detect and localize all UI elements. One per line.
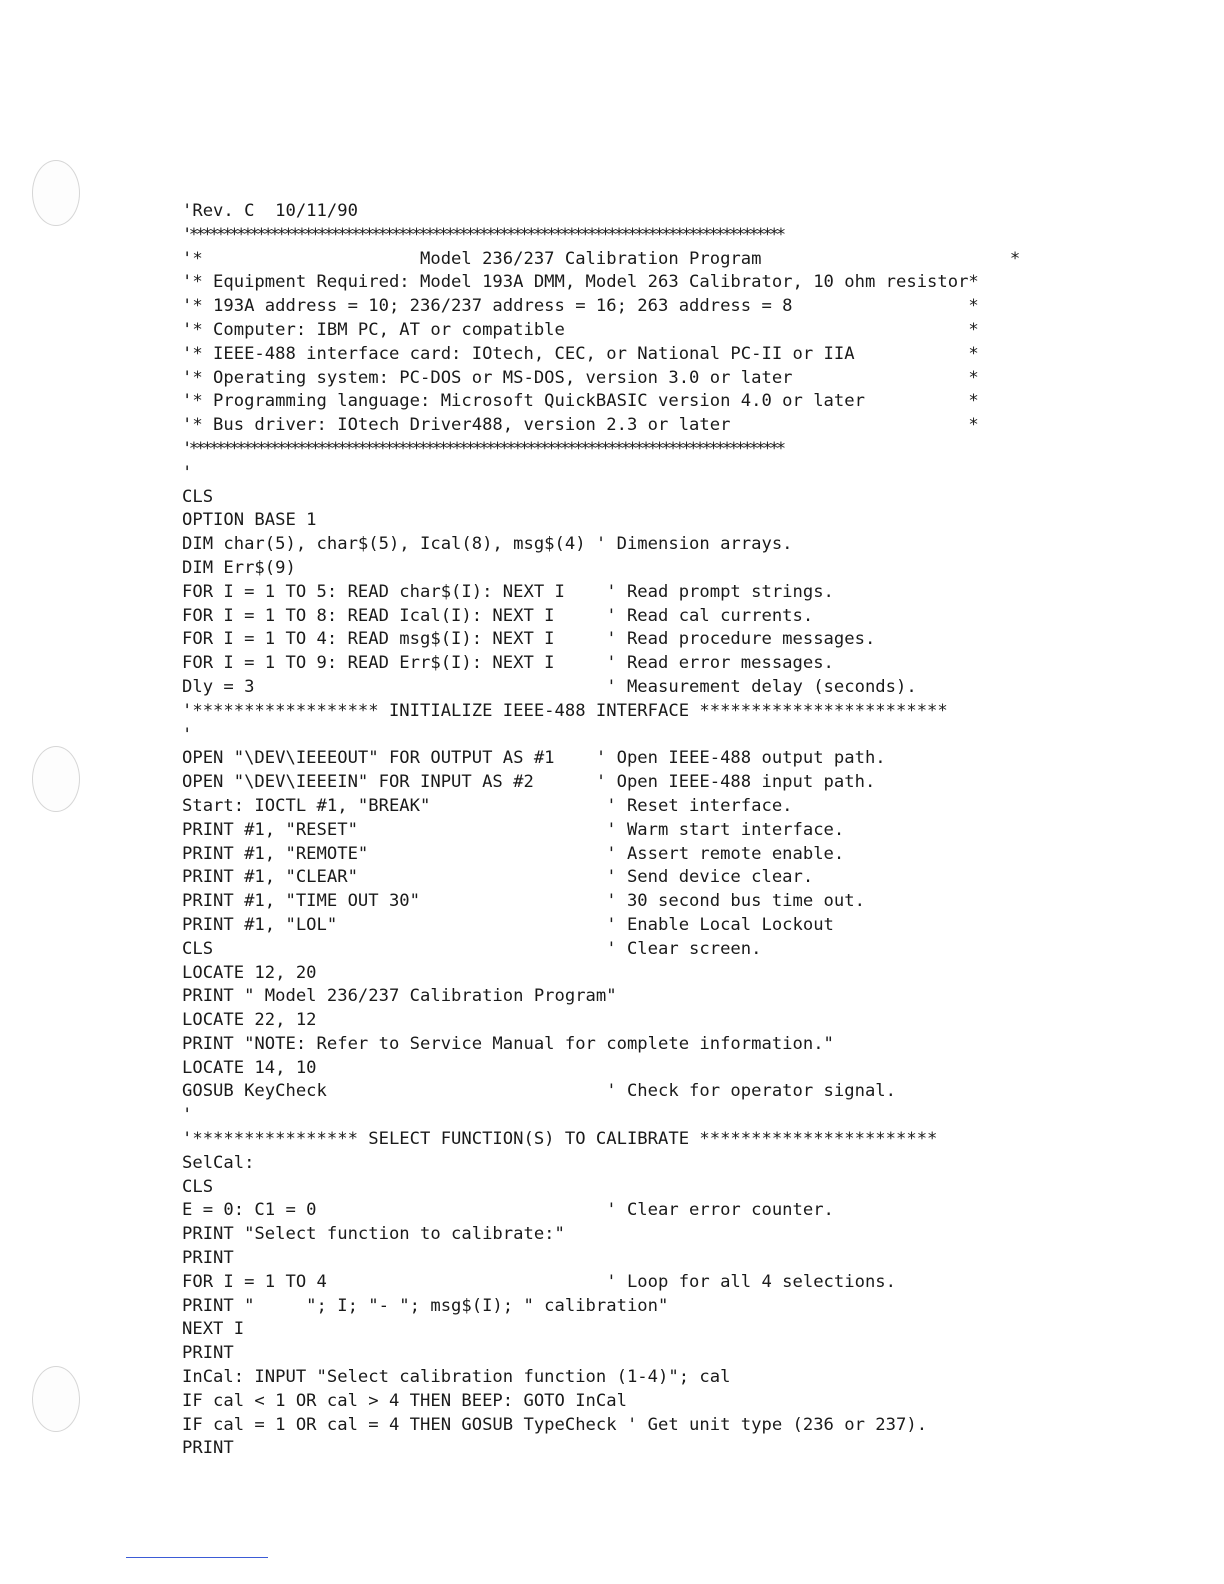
code-line: PRINT "Select function to calibrate:"	[182, 1224, 565, 1245]
code-line: '* Bus driver: IOtech Driver488, version 2.3 or later *	[182, 415, 979, 436]
code-line: OPEN "\DEV\IEEEOUT" FOR OUTPUT AS #1 ' Open IEEE-488 output path.	[182, 748, 886, 769]
footer-rule	[126, 1557, 268, 1558]
code-line: CLS	[182, 486, 214, 507]
code-line: PRINT #1, "LOL" ' Enable Local Lockout	[182, 914, 834, 935]
code-line: FOR I = 1 TO 4 ' Loop for all 4 selections.	[182, 1271, 896, 1292]
code-line: NEXT I	[182, 1319, 245, 1340]
code-line: FOR I = 1 TO 5: READ char$(I): NEXT I ' Read prompt strings.	[182, 581, 834, 602]
code-line: PRINT " Model 236/237 Calibration Program"	[182, 986, 617, 1007]
code-line: '****************** INITIALIZE IEEE-488 INTERFACE ************************	[182, 700, 948, 721]
binder-hole-middle	[32, 746, 80, 812]
code-line: PRINT	[182, 1438, 234, 1459]
program-listing	[182, 200, 1102, 1461]
code-line: Dly = 3 ' Measurement delay (seconds).	[182, 676, 917, 697]
binder-hole-bottom	[32, 1366, 80, 1432]
code-line: '	[182, 1105, 193, 1126]
code-line: PRINT #1, "RESET" ' Warm start interface.	[182, 819, 845, 840]
code-line: PRINT #1, "TIME OUT 30" ' 30 second bus time out.	[182, 891, 865, 912]
code-line: GOSUB KeyCheck ' Check for operator signal.	[182, 1081, 896, 1102]
code-line: PRINT	[182, 1248, 234, 1269]
code-line: CLS	[182, 1176, 214, 1197]
code-line: IF cal = 1 OR cal = 4 THEN GOSUB TypeCheck ' Get unit type (236 or 237).	[182, 1414, 928, 1435]
code-line: LOCATE 22, 12	[182, 1010, 317, 1031]
code-line: '* Programming language: Microsoft QuickBASIC version 4.0 or later *	[182, 391, 979, 412]
code-line: '****************************************************************************************	[182, 438, 783, 459]
code-line: 'Rev. C 10/11/90	[182, 201, 358, 221]
code-line: OPEN "\DEV\IEEEIN" FOR INPUT AS #2 ' Open IEEE-488 input path.	[182, 772, 876, 793]
code-line: IF cal < 1 OR cal > 4 THEN BEEP: GOTO InCal	[182, 1390, 627, 1411]
code-line: PRINT #1, "REMOTE" ' Assert remote enable.	[182, 843, 845, 864]
code-line: FOR I = 1 TO 4: READ msg$(I): NEXT I ' Read procedure messages.	[182, 629, 876, 650]
code-line: '	[182, 724, 193, 745]
code-line: SelCal:	[182, 1152, 255, 1173]
code-line: '* Operating system: PC-DOS or MS-DOS, version 3.0 or later *	[182, 367, 979, 388]
code-line: E = 0: C1 = 0 ' Clear error counter.	[182, 1200, 834, 1221]
code-line: '* Computer: IBM PC, AT or compatible *	[182, 319, 979, 340]
code-line: PRINT "NOTE: Refer to Service Manual for complete information."	[182, 1033, 834, 1054]
code-line: '* Model 236/237 Calibration Program *	[182, 248, 1021, 269]
code-line: FOR I = 1 TO 8: READ Ical(I): NEXT I ' Read cal currents.	[182, 605, 814, 626]
code-line: CLS ' Clear screen.	[182, 938, 762, 959]
code-line: PRINT	[182, 1343, 234, 1364]
code-line: OPTION BASE 1	[182, 510, 317, 531]
code-line: '* IEEE-488 interface card: IOtech, CEC, or National PC-II or IIA *	[182, 343, 979, 364]
code-line: '* 193A address = 10; 236/237 address = 16; 263 address = 8 *	[182, 296, 979, 317]
code-line: '* Equipment Required: Model 193A DMM, Model 263 Calibrator, 10 ohm resistor*	[182, 272, 979, 293]
code-line: '	[182, 462, 193, 483]
code-line: InCal: INPUT "Select calibration function (1-4)"; cal	[182, 1367, 731, 1388]
code-line: PRINT " "; I; "- "; msg$(I); " calibration"	[182, 1295, 669, 1316]
code-line: '**************** SELECT FUNCTION(S) TO CALIBRATE ***********************	[182, 1129, 938, 1150]
code-line: PRINT #1, "CLEAR" ' Send device clear.	[182, 867, 814, 888]
code-line: '****************************************************************************************	[182, 224, 783, 245]
code-line: FOR I = 1 TO 9: READ Err$(I): NEXT I ' Read error messages.	[182, 653, 834, 674]
code-line: DIM char(5), char$(5), Ical(8), msg$(4) ' Dimension arrays.	[182, 534, 793, 555]
code-line: Start: IOCTL #1, "BREAK" ' Reset interface.	[182, 795, 793, 816]
code-line: DIM Err$(9)	[182, 557, 296, 578]
code-line: LOCATE 12, 20	[182, 962, 317, 983]
binder-hole-top	[32, 160, 80, 226]
code-line: LOCATE 14, 10	[182, 1057, 317, 1078]
